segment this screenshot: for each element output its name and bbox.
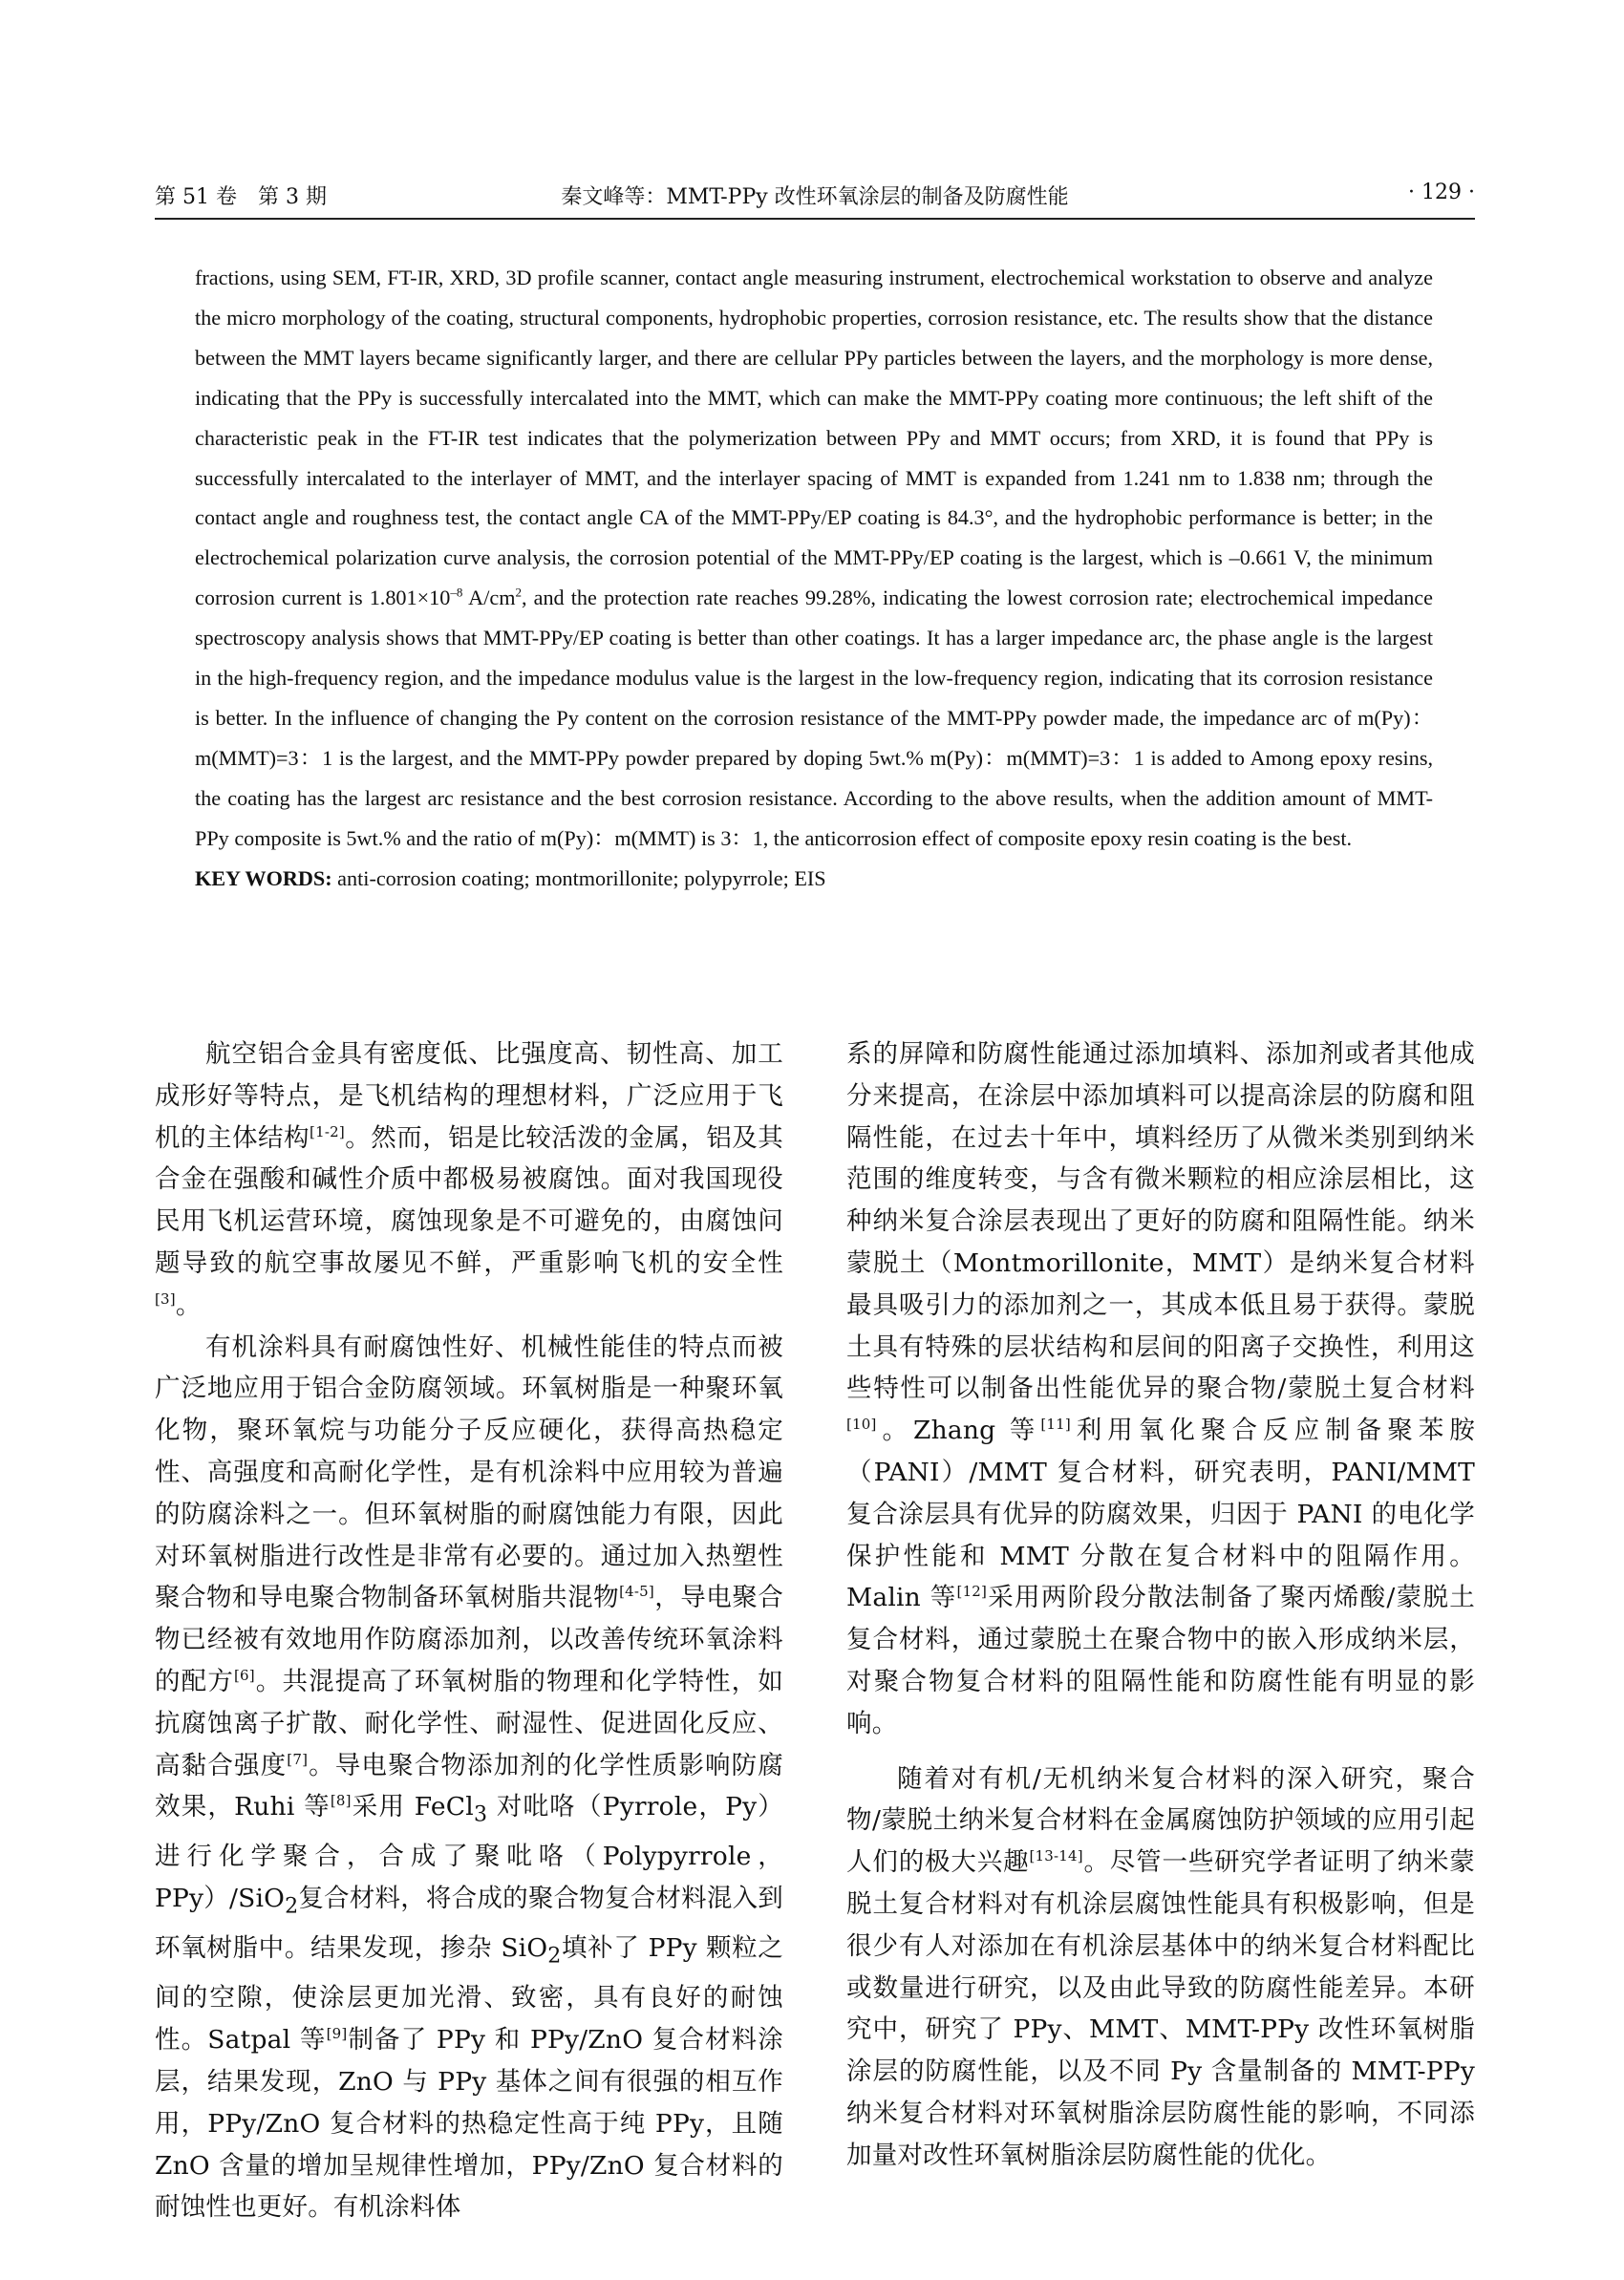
paragraph: 随着对有机/无机纳米复合材料的深入研究，聚合物/蒙脱土纳米复合材料在金属腐蚀防护领域的应用引起人们的极大兴趣[13-14]。尽管一些研究学者证明了纳米蒙脱土复合材料对有机涂层腐蚀性能具有积极影响，但是很少有人对添加在有机涂层基体中的纳米复合材料配比或数量进行研究，以及由此导致的防腐性能差异。本研究中，研究了 PPy、MMT、MMT-PPy 改性环氧树脂涂层的防腐性能，以及不同 Py 含量制备的 MMT-PPy 纳米复合材料对环氧树脂涂层防腐性能的影响，不同添加量对改性环氧树脂涂层防腐性能的优化。: [846, 1763, 1476, 2170]
paragraph: 系的屏障和防腐性能通过添加填料、添加剂或者其他成分来提高，在涂层中添加填料可以提高涂层的防腐和阻隔性能，在过去十年中，填料经历了从微米类别到纳米范围的维度转变，与含有微米颗粒的相应涂层相比，这种纳米复合涂层表现出了更好的防腐和阻隔性能。纳米蒙脱土（Montmorillonite，MMT）是纳米复合材料最具吸引力的添加剂之一，其成本低且易于获得。蒙脱土具有特殊的层状结构和层间的阳离子交换性，利用这些特性可以制备出性能优异的聚合物/蒙脱土复合材料[10]。Zhang 等[11]利用氧化聚合反应制备聚苯胺（PANI）/MMT 复合材料，研究表明，PANI/MMT 复合涂层具有优异的防腐效果，归因于 PANI 的电化学保护性能和 MMT 分散在复合材料中的阻隔作用。Malin 等[12]采用两阶段分散法制备了聚丙烯酸/蒙脱土复合材料，通过蒙脱土在聚合物中的嵌入形成纳米层，对聚合物复合材料的阻隔性能和防腐性能有明显的影响。: [846, 1039, 1476, 1738]
citation: [4-5]: [619, 1583, 654, 1601]
volume-issue: 第 51 卷 第 3 期: [155, 185, 327, 209]
citation: [8]: [330, 1792, 352, 1810]
abstract-body: fractions, using SEM, FT-IR, XRD, 3D profile scanner, contact angle measuring instrument, electrochemical workstation to observe and analyze the micro morphology of the coating, structural components, hydrophobic properties, corrosion resistance, etc. The results show that the distance between the MMT layers became significantly larger, and there are cellular PPy particles between the layers, and the morphology is more dense, indicating that the PPy is successfully intercalated into the MMT, which can make the MMT-PPy coating more continuous; the left shift of the characteristic peak in the FT-IR test indicates that the polymerization between PPy and MMT occurs; from XRD, it is found that PPy is successfully intercalated to the interlayer of MMT, and the interlayer spacing of MMT is expanded from 1.241 nm to 1.838 nm; through the contact angle and roughness test, the contact angle CA of the MMT-PPy/EP coating is 84.3°, and the hydrophobic performance is better; in the electrochemical polarization curve analysis, the corrosion potential of the MMT-PPy/EP coating is the largest, which is –0.661 V, the minimum corrosion current is $1.801\times 10^{-8}$ $A/cm^2$, and the protection rate reaches 99.28%, indicating the lowest corrosion rate; electrochemical impedance spectroscopy analysis shows that MMT-PPy/EP coating is better than other coatings. It has a larger impedance arc, the phase angle is the largest in the high-frequency region, and the impedance modulus value is the largest in the low-frequency region, indicating that its corrosion resistance is better. In the influence of changing the Py content on the corrosion resistance of the MMT-PPy powder made, the impedance arc of m(Py)：m(MMT)=3：1 is the largest, and the MMT-PPy powder prepared by doping 5wt.% m(Py)：m(MMT)=3：1 is added to Among epoxy resins, the coating has the largest arc resistance and the best corrosion resistance. According to the above results, when the addition amount of MMT-PPy composite is 5wt.% and the ratio of m(Py)：m(MMT) is 3：1, the anticorrosion effect of composite epoxy resin coating is the best.: [195, 266, 1433, 850]
page-number: · 129 ·: [1408, 181, 1475, 204]
keywords: [195, 859, 1433, 899]
citation: [1-2]: [310, 1122, 345, 1140]
running-title: 秦文峰等：MMT-PPy 改性环氧涂层的制备及防腐性能: [561, 185, 1069, 209]
paragraph: 航空铝合金具有密度低、比强度高、韧性高、加工成形好等特点，是飞机结构的理想材料，广泛应用于飞机的主体结构[1-2]。然而，铝是比较活泼的金属，铝及其合金在强酸和碱性介质中都极易被腐蚀。面对我国现役民用飞机运营环境，腐蚀现象是不可避免的，由腐蚀问题导致的航空事故屡见不鲜，严重影响飞机的安全性[3]。: [155, 1039, 784, 1320]
citation: [13-14]: [1029, 1847, 1083, 1865]
left-column: [155, 1033, 783, 2228]
citation: [6]: [233, 1667, 255, 1685]
citation: [3]: [155, 1289, 176, 1308]
citation: [11]: [1040, 1416, 1071, 1434]
running-header: [155, 177, 1475, 213]
citation: [12]: [956, 1583, 988, 1601]
citation: [10]: [846, 1416, 877, 1434]
citation: [9]: [326, 2025, 348, 2043]
right-column: [846, 1033, 1475, 2177]
citation: [7]: [287, 1750, 309, 1768]
header-rule: [155, 218, 1475, 220]
keywords-label: KEY WORDS:: [195, 865, 332, 890]
paragraph: 有机涂料具有耐腐蚀性好、机械性能佳的特点而被广泛地应用于铝合金防腐领域。环氧树脂是一种聚环氧化物，聚环氧烷与功能分子反应硬化，获得高热稳定性、高强度和高耐化学性，是有机涂料中应用较为普遍的防腐涂料之一。但环氧树脂的耐腐蚀能力有限，因此对环氧树脂进行改性是非常有必要的。通过加入热塑性聚合物和导电聚合物制备环氧树脂共混物[4-5]，导电聚合物已经被有效地用作防腐添加剂，以改善传统环氧涂料的配方[6]。共混提高了环氧树脂的物理和化学特性，如抗腐蚀离子扩散、耐化学性、耐湿性、促进固化反应、高黏合强度[7]。导电聚合物添加剂的化学性质影响防腐效果，Ruhi 等[8]采用 FeCl$_3$ 对吡咯（Pyrrole，Py）进行化学聚合，合成了聚吡咯（Polypyrrole，PPy）/SiO$_2$复合材料，将合成的聚合物复合材料混入到环氧树脂中。结果发现，掺杂 SiO$_2$填补了 PPy 颗粒之间的空隙，使涂层更加光滑、致密，具有良好的耐蚀性。Satpal 等[9]制备了 PPy 和 PPy/ZnO 复合材料涂层，结果发现，ZnO 与 PPy 基体之间有很强的相互作用，PPy/ZnO 复合材料的热稳定性高于纯 PPy，且随 ZnO 含量的增加呈规律性增加，PPy/ZnO 复合材料的耐蚀性也更好。有机涂料体: [155, 1332, 784, 2223]
keywords-text: anti-corrosion coating; montmorillonite; polypyrrole; EIS: [331, 865, 826, 890]
english-abstract: [195, 258, 1433, 899]
